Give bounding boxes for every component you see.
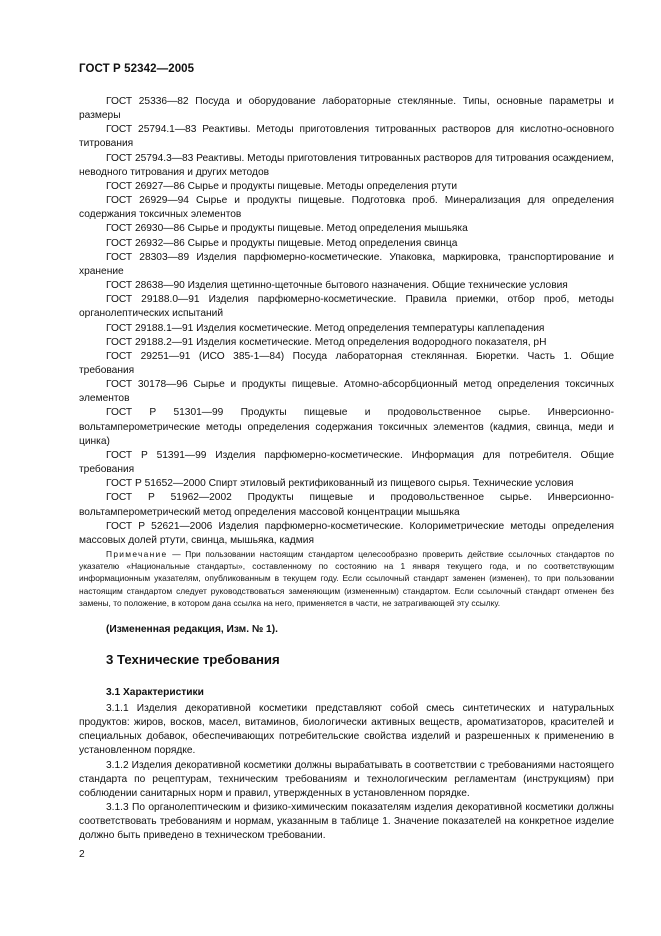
reference-item: ГОСТ 25794.3—83 Реактивы. Методы приготовления титрованных растворов для титрования осаждением, неводного титрования и других методов bbox=[79, 152, 614, 178]
reference-item: ГОСТ 29188.0—91 Изделия парфюмерно-косметические. Правила приемки, отбор проб, методы органолептических испытаний bbox=[79, 294, 614, 320]
section-title: 3 Технические требования bbox=[106, 652, 280, 667]
note-label: Примечание bbox=[106, 549, 168, 559]
body-paragraph: 3.1.1 Изделия декоративной косметики представляют собой смесь синтетических и натуральных продуктов: жиров, восков, масел, витаминов, биологически активных веществ, ароматизаторов, красителей и специальных добавок, обеспечивающих потребительские свойства изделий и разрешенных к применению в установленном порядке. bbox=[79, 703, 614, 757]
note-text: — При пользовании настоящим стандартом целесообразно проверить действие ссылочных стандартов по указателю «Национальные стандарты», составленному по состоянию на 1 января текущего года, и по соответствующим информационным указателям, опубликованным в текущем году. Если ссылочный стандарт заменен (изменен), то при пользовании настоящим стандартом следует руководствоваться заменяющим (измененным) стандартом. Если ссылочный стандарт отменен без замены, то положение, в котором дана ссылка на него, применяется в части, не затрагивающей эту ссылку. bbox=[79, 549, 614, 608]
note-paragraph bbox=[79, 548, 614, 609]
reference-item: ГОСТ Р 51391—99 Изделия парфюмерно-косметические. Информация для потребителя. Общие требования bbox=[79, 449, 614, 476]
page-number: 2 bbox=[79, 849, 85, 860]
document-header: ГОСТ Р 52342—2005 bbox=[79, 63, 195, 75]
reference-item: ГОСТ 26929—94 Сырье и продукты пищевые. Подготовка проб. Минерализация для определения содержания токсичных элементов bbox=[79, 195, 614, 221]
reference-item: ГОСТ 25794.1—83 Реактивы. Методы приготовления титрованных растворов для кислотно-основного титрования bbox=[79, 124, 614, 150]
amendment-note: (Измененная редакция, Изм. № 1). bbox=[106, 624, 278, 635]
reference-item: ГОСТ Р 51652—2000 Спирт этиловый ректификованный из пищевого сырья. Технические условия bbox=[106, 478, 574, 490]
reference-item: ГОСТ Р 51301—99 Продукты пищевые и продовольственное сырье. Инверсионно-вольтамперометрические методы определения содержания токсичных элементов (кадмия, свинца, меди и цинка) bbox=[79, 407, 614, 447]
reference-item: ГОСТ 25336—82 Посуда и оборудование лабораторные стеклянные. Типы, основные параметры и размеры bbox=[79, 96, 614, 122]
subsection-title: 3.1 Характеристики bbox=[106, 687, 204, 698]
reference-item: ГОСТ 26927—86 Сырье и продукты пищевые. Методы определения ртути bbox=[106, 180, 458, 192]
body-paragraph: 3.1.3 По органолептическим и физико-химическим показателям изделия декоративной косметики должны соответствовать требованиям и нормам, указанным в таблице 1. Значение показателей на конкретное изделие должно быть приведено в техническом требовании. bbox=[79, 802, 614, 842]
reference-item: ГОСТ 28303—89 Изделия парфюмерно-косметические. Упаковка, маркировка, транспортирование и хранение bbox=[79, 251, 614, 277]
reference-item: ГОСТ 28638—90 Изделия щетинно-щеточные бытового назначения. Общие технические условия bbox=[106, 280, 568, 292]
reference-item: ГОСТ 30178—96 Сырье и продукты пищевые. Атомно-абсорбционный метод определения токсичных элементов bbox=[79, 379, 614, 405]
reference-list bbox=[79, 95, 614, 548]
note-block bbox=[79, 548, 614, 609]
reference-item: ГОСТ 26930—86 Сырье и продукты пищевые. Метод определения мышьяка bbox=[106, 223, 468, 235]
reference-item: ГОСТ 29188.2—91 Изделия косметические. Метод определения водородного показателя, pH bbox=[106, 336, 547, 348]
reference-item: ГОСТ Р 51962—2002 Продукты пищевые и продовольственное сырье. Инверсионно-вольтамперометрический метод определения массовой концентрации мышьяка bbox=[79, 492, 614, 518]
reference-item: ГОСТ Р 52621—2006 Изделия парфюмерно-косметические. Колориметрические методы определения массовых долей ртути, свинца, мышьяка, кадмия bbox=[79, 520, 614, 546]
reference-item: ГОСТ 26932—86 Сырье и продукты пищевые. Метод определения свинца bbox=[106, 237, 458, 249]
reference-item: ГОСТ 29188.1—91 Изделия косметические. Метод определения температуры каплепадения bbox=[106, 322, 545, 334]
section-body bbox=[79, 702, 614, 844]
body-paragraph: 3.1.2 Изделия декоративной косметики должны вырабатывать в соответствии с требованиями настоящего стандарта по рецептурам, техническим требованиям и технологическим регламентам (инструкциям) при соблюдении санитарных норм и правил, утвержденных в установленном порядке. bbox=[79, 759, 614, 799]
reference-item: ГОСТ 29251—91 (ИСО 385-1—84) Посуда лабораторная стеклянная. Бюретки. Часть 1. Общие требования bbox=[79, 350, 614, 376]
